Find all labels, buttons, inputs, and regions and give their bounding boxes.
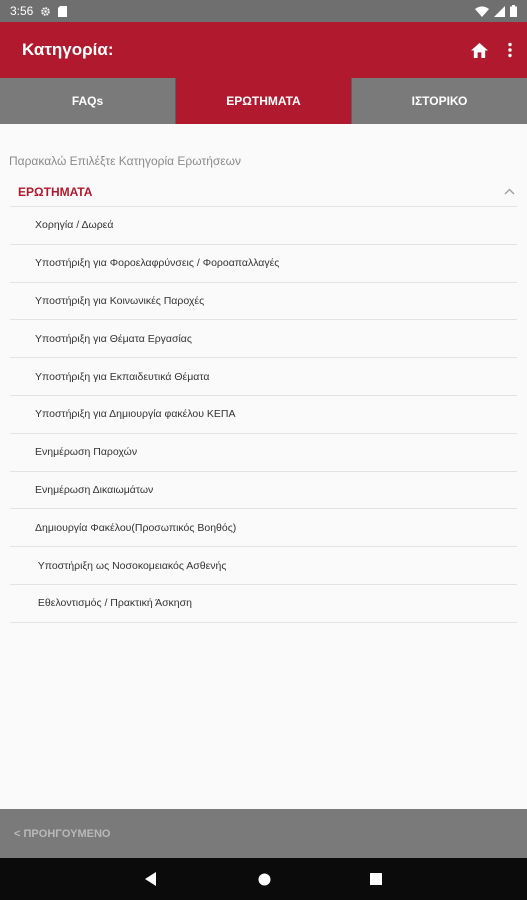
- recents-icon[interactable]: [366, 869, 386, 889]
- signal-icon: [494, 6, 505, 17]
- list-item[interactable]: [10, 585, 517, 623]
- list-item[interactable]: [10, 245, 517, 283]
- list-item[interactable]: [10, 358, 517, 396]
- gear-icon: [40, 6, 51, 17]
- main-content: [0, 124, 527, 809]
- status-bar: [0, 0, 527, 22]
- chevron-up-icon[interactable]: [504, 188, 515, 195]
- category-list: [10, 207, 517, 623]
- sd-card-icon: [58, 6, 67, 17]
- section-title: ΕΡΩΤΗΜΑΤΑ: [18, 184, 93, 199]
- list-item-label: Υποστήριξη ως Νοσοκομειακός Ασθενής: [35, 559, 227, 572]
- list-item[interactable]: [10, 472, 517, 510]
- bottom-bar: [0, 809, 527, 858]
- list-item-label: Υποστήριξη για Εκπαιδευτικά Θέματα: [35, 370, 210, 383]
- status-time: 3:56: [10, 4, 34, 18]
- home-icon[interactable]: [470, 42, 489, 59]
- section-header[interactable]: [10, 177, 517, 207]
- list-item[interactable]: [10, 434, 517, 472]
- more-vert-icon[interactable]: [507, 42, 513, 58]
- list-item-label: Ενημέρωση Παροχών: [35, 446, 138, 459]
- list-item[interactable]: [10, 283, 517, 321]
- list-item-label: Υποστήριξη για Κοινωνικές Παροχές: [35, 294, 205, 307]
- list-item-label: Ενημέρωση Δικαιωμάτων: [35, 483, 154, 496]
- category-prompt: Παρακαλώ Επιλέξτε Κατηγορία Ερωτήσεων: [9, 154, 241, 168]
- list-item[interactable]: [10, 396, 517, 434]
- list-item[interactable]: [10, 320, 517, 358]
- app-bar: [0, 22, 527, 78]
- tab-istoriko[interactable]: ΙΣΤΟΡΙΚΟ: [351, 78, 527, 124]
- list-item[interactable]: [10, 207, 517, 245]
- list-item[interactable]: [10, 547, 517, 585]
- list-item-label: Υποστήριξη για Θέματα Εργασίας: [35, 332, 192, 345]
- list-item-label: Χορηγία / Δωρεά: [35, 219, 114, 232]
- battery-icon: [510, 5, 517, 17]
- system-nav-bar: [0, 858, 527, 900]
- tab-faqs[interactable]: FAQs: [0, 78, 175, 124]
- wifi-icon: [475, 6, 489, 17]
- tab-erotimata[interactable]: ΕΡΩΤΗΜΑΤΑ: [175, 78, 351, 124]
- list-item-label: Υποστήριξη για Φοροελαφρύνσεις / Φοροαπαλλαγές: [35, 257, 280, 270]
- previous-button[interactable]: < ΠΡΟΗΓΟΥΜΕΝΟ: [14, 827, 111, 840]
- home-circle-icon[interactable]: [254, 869, 274, 889]
- list-item-label: Εθελοντισμός / Πρακτική Άσκηση: [35, 597, 192, 610]
- list-item-label: Υποστήριξη για Δημιουργία φακέλου ΚΕΠΑ: [35, 408, 236, 421]
- back-icon[interactable]: [141, 869, 161, 889]
- page-title: Κατηγορία:: [22, 40, 114, 59]
- tab-bar: [0, 78, 527, 124]
- list-item-label: Δημιουργία Φακέλου(Προσωπικός Βοηθός): [35, 521, 237, 534]
- list-item[interactable]: [10, 509, 517, 547]
